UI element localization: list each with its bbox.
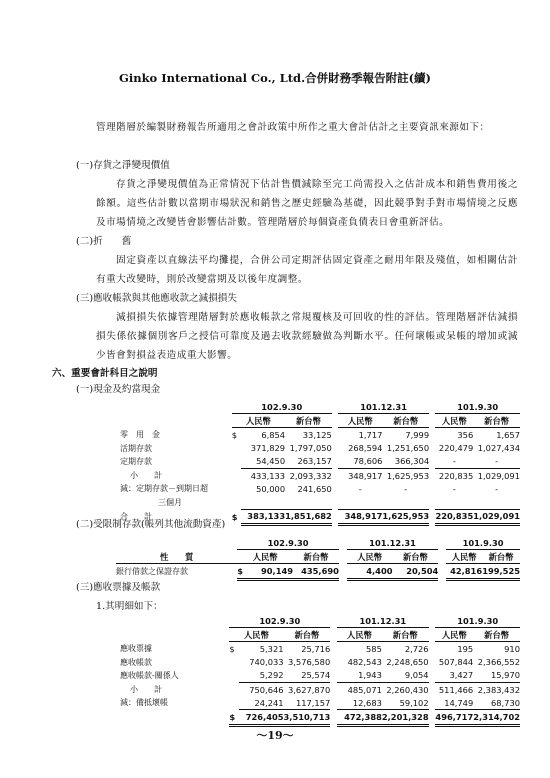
cell: 1,029,091 (473, 509, 520, 524)
column-header: 新台幣 (382, 628, 429, 642)
cell: 220,835 (438, 470, 474, 481)
column-header: 人民幣 (237, 550, 293, 564)
column-header: 人民幣 (229, 628, 283, 642)
cell: 1,851,682 (285, 509, 332, 524)
cell: 50,000 (256, 483, 286, 494)
cell: 54,450 (241, 455, 285, 469)
currency-sign: $ (231, 429, 237, 440)
cell: 25,716 (301, 643, 331, 654)
cell: 15,970 (473, 669, 520, 683)
cell: 2,383,432 (477, 684, 520, 695)
cell: 435,690 (293, 564, 339, 579)
cash-table (116, 400, 520, 526)
cell: 3,427 (435, 669, 473, 683)
cell: 68,730 (473, 696, 520, 710)
column-header: 人民幣 (347, 550, 393, 564)
cell: 14,749 (435, 696, 473, 710)
cell: 1,027,434 (477, 443, 520, 454)
cell: 356 (457, 429, 474, 440)
table-row (116, 642, 520, 656)
cell: 5,321 (259, 643, 284, 654)
item2-heading: (二)折 舊 (76, 236, 132, 247)
table-row (116, 696, 520, 710)
cell: 366,304 (382, 455, 429, 469)
column-header: 新台幣 (293, 550, 339, 564)
row-label: 合 計 (120, 512, 152, 522)
cell: 1,625,953 (386, 470, 430, 481)
item2-text: 固定資產以直線法平均攤提，合併公司定期評估固定資產之耐用年限及殘值，如相關估計有重大改變時，則於改變當期及以後年度調整。 (96, 255, 518, 285)
cell: 220,835 (435, 509, 473, 524)
cell: 7,999 (405, 429, 430, 440)
cell: 1,029,091 (477, 470, 520, 481)
cell: 220,479 (438, 443, 474, 454)
row-label: 定期存款 (120, 457, 152, 467)
cell: 33,125 (302, 429, 332, 440)
column-header: 人民幣 (232, 414, 285, 428)
cell: 268,594 (348, 443, 383, 454)
cell: 3,510,713 (284, 710, 331, 725)
cell: - (404, 483, 408, 494)
item3-text: 減損損失依據管理階層對於應收帳款之常規覆核及可回收的性的評估。管理階層評估減損損失係依據個別客戶之授信可靠度及過去收款經驗做為判斷水平。任何壞帳或呆帳的增加或減少皆會對損益表造成重大影響。 (96, 312, 518, 361)
cell: 348,917 (338, 509, 382, 524)
cell: 6,854 (261, 429, 286, 440)
cell: 195 (457, 643, 474, 654)
cell: 3,627,870 (288, 684, 331, 695)
row-label: 減：備抵壞帳 (120, 698, 168, 708)
cell: 496,717 (435, 710, 473, 725)
cell: 585 (366, 643, 382, 654)
cell: 2,093,332 (289, 470, 332, 481)
period-header: 101.9.30 (435, 614, 520, 628)
table-row (116, 442, 520, 455)
table-row (116, 455, 520, 469)
cell: 371,829 (250, 443, 286, 454)
section6-sub1: (一)現金及約當現金 (76, 384, 161, 395)
cell: - (473, 455, 520, 469)
section6-sub3: (三)應收票據及帳款 (76, 582, 161, 593)
column-header: 人民幣 (338, 414, 382, 428)
period-header: 101.12.31 (338, 400, 429, 414)
column-header: 人民幣 (446, 550, 482, 564)
page-number: ～19～ (256, 729, 294, 742)
cell: 1,717 (358, 429, 383, 440)
column-header: 新台幣 (482, 550, 520, 564)
column-header: 新台幣 (285, 414, 332, 428)
section6-sub2: (二)受限制存款(帳列其他流動資產) (76, 519, 226, 530)
cell: 5,292 (239, 669, 284, 683)
cell: 2,201,328 (382, 710, 429, 725)
cell: 910 (504, 643, 520, 654)
period-header: 101.9.30 (446, 536, 520, 550)
column-label: 性 質 (116, 550, 237, 564)
cell: 12,683 (337, 696, 382, 710)
table-row (116, 682, 520, 696)
row-label: 減：定期存款－到期日超 (120, 484, 208, 494)
currency-sign: $ (237, 564, 247, 579)
table-row (116, 656, 520, 669)
column-header: 人民幣 (435, 628, 473, 642)
cell: 2,248,650 (386, 657, 429, 668)
row-label: 活期存款 (120, 443, 152, 453)
cell: 750,646 (249, 684, 284, 695)
section6-sub3-detail: 1.其明細如下： (96, 601, 163, 612)
company-name: Ginko International Co., Ltd. (119, 71, 306, 85)
item1-text: 存貨之淨變現價值為正常情況下估計售價減除至完工尚需投入之估計成本和銷售費用後之餘額。這些估計數以當期市場狀況和銷售之歷史經驗為基礎，因此競爭對手對市場情境之反應及市場情境之改變皆會影響估計數。管理階層於每個資產負債表日會重新評估。 (96, 179, 518, 228)
cell: 507,844 (438, 657, 474, 668)
table-row (116, 710, 520, 725)
cell: 2,314,702 (473, 710, 520, 725)
row-label: 銀行借款之保證存款 (116, 567, 188, 577)
row-label: 小 計 (130, 684, 162, 694)
currency-sign: $ (229, 710, 238, 725)
cell: 348,917 (348, 470, 383, 481)
cell: 726,405 (239, 710, 284, 725)
cell: 2,366,552 (477, 657, 520, 668)
cell: 263,157 (285, 455, 332, 469)
currency-sign: $ (229, 643, 235, 654)
cell: 1,797,050 (289, 443, 332, 454)
period-header: 102.9.30 (237, 536, 339, 550)
cell: 78,606 (338, 455, 382, 469)
column-header: 新台幣 (382, 414, 429, 428)
page-title (0, 70, 550, 86)
cell: - (435, 455, 473, 469)
column-header: 人民幣 (337, 628, 382, 642)
cell: 3,576,580 (288, 657, 331, 668)
cell: 241,650 (297, 483, 332, 494)
cell: 485,071 (347, 684, 382, 695)
restricted-deposit-table (116, 536, 520, 581)
column-header: 新台幣 (284, 628, 331, 642)
cell: - (358, 483, 362, 494)
table-row (116, 495, 520, 509)
cell: 511,466 (438, 684, 474, 695)
row-label: 三個月 (158, 497, 182, 507)
receivables-table (116, 614, 520, 727)
cell: 59,102 (382, 696, 429, 710)
table-row (116, 669, 520, 683)
cell: 20,504 (393, 564, 439, 579)
table-row (116, 482, 520, 495)
cell: 383,133 (241, 509, 285, 524)
cell: 1,625,953 (382, 509, 429, 524)
intro-paragraph: 管理階層於編製財務報告所適用之會計政策中所作之重大會計估計之主要資訊來源如下： (96, 122, 490, 133)
cell: 117,157 (284, 696, 331, 710)
cell: 2,260,430 (386, 684, 429, 695)
cell: 42,816 (446, 564, 482, 579)
cell: 482,543 (347, 657, 382, 668)
period-header: 101.12.31 (337, 614, 429, 628)
period-header: 102.9.30 (232, 400, 332, 414)
cell: 472,388 (337, 710, 382, 725)
item3-heading: (三)應收帳款與其他應收款之減損損失 (76, 293, 237, 304)
row-label: 應收票據 (120, 644, 152, 654)
row-label: 應收帳款-關係人 (120, 671, 179, 681)
cell: 740,033 (249, 657, 284, 668)
title-suffix: 合併財務季報告附註(續) (305, 71, 431, 85)
cell: - (452, 483, 456, 494)
column-header: 新台幣 (473, 414, 520, 428)
row-label: 零 用 金 (120, 430, 160, 440)
section6-heading: 六、重要會計科目之說明 (52, 368, 158, 379)
cell: - (495, 483, 499, 494)
period-header: 101.9.30 (435, 400, 520, 414)
column-header: 新台幣 (393, 550, 439, 564)
cell: 1,657 (496, 429, 520, 440)
cell: 24,241 (239, 696, 284, 710)
cell: 4,400 (347, 564, 393, 579)
cell: 1,943 (337, 669, 382, 683)
period-header: 101.12.31 (347, 536, 439, 550)
cell: 199,525 (482, 564, 520, 579)
table-row (116, 564, 520, 579)
cell: 433,133 (250, 470, 286, 481)
column-header: 新台幣 (473, 628, 520, 642)
cell: 9,054 (382, 669, 429, 683)
cell: 1,251,650 (386, 443, 430, 454)
period-header: 102.9.30 (229, 614, 330, 628)
row-label: 小 計 (130, 470, 162, 480)
row-label (116, 710, 229, 725)
cell: 2,726 (404, 643, 429, 654)
column-header: 人民幣 (435, 414, 473, 428)
cell: 90,149 (247, 564, 293, 579)
cell: 25,574 (284, 669, 331, 683)
table-row (116, 468, 520, 482)
row-label: 應收帳款 (120, 657, 152, 667)
table-row (116, 428, 520, 442)
item1-heading: (一)存貨之淨變現價值 (76, 160, 170, 171)
currency-sign: $ (231, 511, 238, 522)
